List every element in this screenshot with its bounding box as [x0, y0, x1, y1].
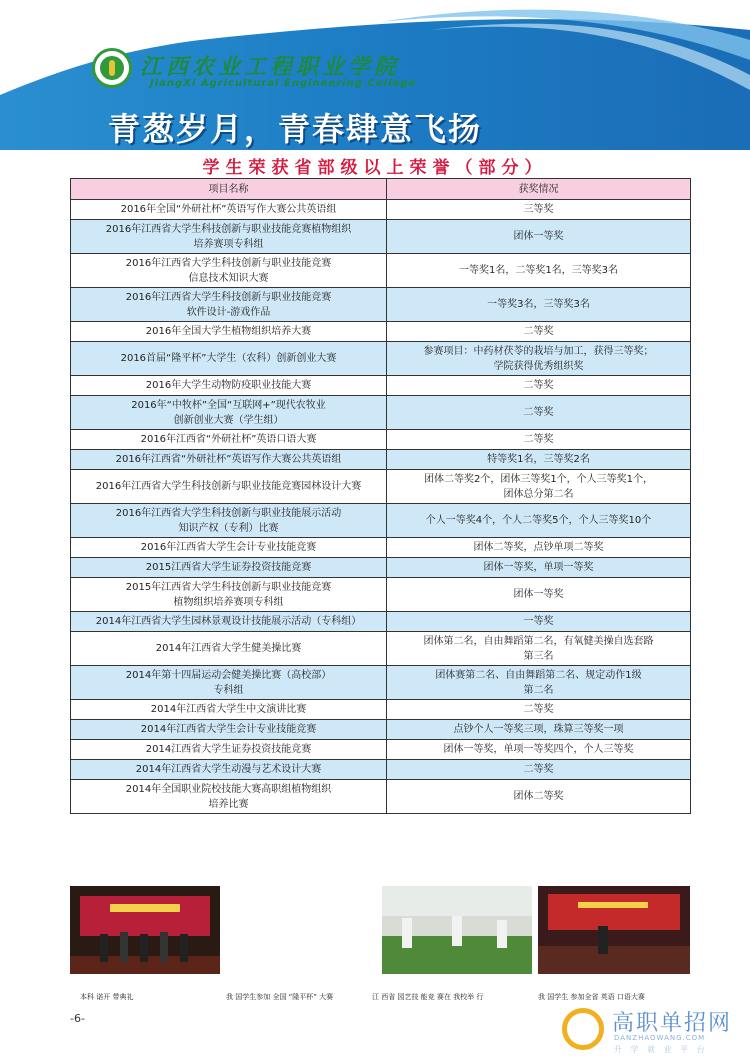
award-cell — [387, 396, 691, 430]
award-cell-line: 二等奖 — [523, 326, 554, 337]
project-name-cell-line: 2016年全国大学生植物组织培养大赛 — [145, 326, 312, 337]
award-cell-line: 团体第二名，自由舞蹈第二名，有氧健美操自选套路 — [423, 635, 654, 647]
project-name-cell — [71, 220, 387, 254]
project-name-cell-line: 植物组织培养赛项专科组 — [173, 596, 284, 608]
award-cell-line: 团体二等奖，点钞单项二等奖 — [473, 542, 604, 553]
table-row — [71, 780, 691, 814]
award-cell-line: 团体总分第二名 — [503, 488, 574, 500]
project-name-cell-line: 2016年江西省大学生科技创新与职业技能竞赛 — [125, 291, 332, 303]
project-name-cell — [71, 558, 387, 578]
project-name-cell — [71, 322, 387, 342]
column-header-project: 项目名称 — [71, 179, 387, 200]
award-cell — [387, 612, 691, 632]
page-header — [0, 0, 750, 150]
college-name-cn: 江西农业工程职业学院 — [140, 54, 401, 80]
project-name-cell — [71, 470, 387, 504]
project-name-cell-line: 2014年全国职业院校技能大赛高职组植物组织 — [125, 783, 332, 795]
column-header-award: 获奖情况 — [387, 179, 691, 200]
project-name-cell — [71, 700, 387, 720]
project-name-cell — [71, 504, 387, 538]
award-cell-line: 点钞个人一等奖三项，珠算三等奖一项 — [453, 724, 624, 735]
photo-strip — [70, 886, 690, 986]
project-name-cell-line: 2014年第十四届运动会健美操比赛（高校部） — [125, 669, 332, 681]
photo-caption-4: 我 国学生 参加全省 英语 口语大赛 — [538, 993, 645, 1001]
photo-caption-2: 我 国学生参加 全国 “隆平杯” 大赛 — [226, 993, 334, 1001]
project-name-cell-line: 2014年江西省大学生健美操比赛 — [155, 643, 302, 654]
project-name-cell-line: 2016首届“隆平杯”大学生（农科）创新创业大赛 — [120, 353, 337, 364]
award-cell-line: 第三名 — [523, 650, 554, 662]
page-slogan: 青葱岁月，青春肆意飞扬 — [108, 110, 483, 148]
project-name-cell — [71, 578, 387, 612]
project-name-cell-line: 培养比赛 — [208, 798, 249, 810]
award-cell-line: 团体二等奖 — [513, 791, 564, 802]
project-name-cell-line: 2014年江西省大学生动漫与艺术设计大赛 — [135, 764, 322, 775]
award-cell-line: 二等奖 — [523, 407, 554, 418]
award-cell-line: 学院获得优秀组织奖 — [493, 360, 584, 372]
project-name-cell-line: 2014江西省大学生证券投资技能竞赛 — [145, 744, 312, 755]
table-header-row — [71, 179, 691, 200]
award-cell-line: 三等奖 — [523, 204, 554, 215]
page-number: -6- — [70, 1012, 85, 1025]
project-name-cell — [71, 450, 387, 470]
project-name-cell-line: 2016年江西省“外研社杯”英语口语大赛 — [140, 434, 317, 445]
project-name-cell-line: 知识产权（专利）比赛 — [178, 522, 279, 534]
table-row — [71, 666, 691, 700]
table-row — [71, 200, 691, 220]
award-cell-line: 一等奖 — [523, 616, 554, 627]
award-cell — [387, 288, 691, 322]
table-row — [71, 558, 691, 578]
project-name-cell-line: 软件设计-游戏作品 — [186, 306, 271, 318]
table-row — [71, 220, 691, 254]
watermark-subtitle: 升 学 就 业 平 台 — [614, 1045, 708, 1054]
table-row — [71, 288, 691, 322]
table-row — [71, 612, 691, 632]
project-name-cell — [71, 376, 387, 396]
award-cell-line: 团体一等奖，单项一等奖 — [483, 562, 594, 573]
project-name-cell-line: 2016年江西省大学生科技创新与职业技能竞赛 — [125, 257, 332, 269]
project-name-cell — [71, 288, 387, 322]
award-cell — [387, 538, 691, 558]
award-cell-line: 团体二等奖2个，团体三等奖1个，个人三等奖1个， — [423, 473, 654, 485]
award-cell — [387, 342, 691, 376]
college-logo-icon — [92, 48, 132, 88]
project-name-cell-line: 信息技术知识大赛 — [188, 272, 269, 284]
project-name-cell — [71, 632, 387, 666]
college-name-en: JiangXi Agricultural Engineering College — [150, 78, 417, 89]
award-cell — [387, 430, 691, 450]
section-title: 学生荣获省部级以上荣誉（部分） — [202, 158, 548, 178]
watermark-logo-icon — [562, 1008, 604, 1050]
award-cell — [387, 720, 691, 740]
award-cell-line: 二等奖 — [523, 434, 554, 445]
award-cell — [387, 740, 691, 760]
project-name-cell-line: 2015江西省大学生证券投资技能竞赛 — [145, 562, 312, 573]
table-row — [71, 430, 691, 450]
photo-skills-competition — [382, 886, 532, 974]
award-cell-line: 二等奖 — [523, 380, 554, 391]
award-cell — [387, 780, 691, 814]
project-name-cell — [71, 780, 387, 814]
project-name-cell — [71, 254, 387, 288]
award-cell-line: 团体一等奖 — [513, 231, 564, 242]
project-name-cell — [71, 760, 387, 780]
award-cell-line: 一等奖3名，三等奖3名 — [487, 299, 590, 310]
award-cell — [387, 220, 691, 254]
table-row — [71, 538, 691, 558]
award-cell-line: 个人一等奖4个，个人二等奖5个，个人三等奖10个 — [425, 515, 652, 526]
table-row — [71, 504, 691, 538]
table-row — [71, 254, 691, 288]
project-name-cell — [71, 538, 387, 558]
award-cell-line: 二等奖 — [523, 704, 554, 715]
award-cell-line: 二等奖 — [523, 764, 554, 775]
honors-table — [70, 178, 691, 814]
award-cell-line: 团体一等奖，单项一等奖四个，个人三等奖 — [443, 744, 634, 755]
award-cell — [387, 578, 691, 612]
photo-english-contest — [538, 886, 690, 974]
table-row — [71, 720, 691, 740]
photo-caption-3: 江 西省 园艺技 能竞 赛在 我校举 行 — [372, 993, 484, 1001]
project-name-cell-line: 2016年全国“外研社杯”英语写作大赛公共英语组 — [120, 204, 337, 215]
table-row — [71, 760, 691, 780]
award-cell — [387, 760, 691, 780]
project-name-cell-line: 2014年江西省大学生中文演讲比赛 — [150, 704, 307, 715]
award-cell-line: 团体一等奖 — [513, 589, 564, 600]
project-name-cell-line: 2014年江西省大学生园林景观设计技能展示活动（专科组） — [95, 616, 362, 627]
project-name-cell-line: 2014年江西省大学生会计专业技能竞赛 — [140, 724, 317, 735]
award-cell — [387, 450, 691, 470]
photo-caption-1: 本科 诺开 带典礼 — [80, 993, 134, 1001]
table-row — [71, 342, 691, 376]
watermark-url: DANZHAOWANG.COM — [614, 1034, 706, 1042]
project-name-cell-line: 2016年江西省大学生科技创新与职业技能竞赛植物组织 — [105, 223, 352, 235]
project-name-cell — [71, 396, 387, 430]
project-name-cell-line: 2016年江西省大学生会计专业技能竞赛 — [140, 542, 317, 553]
table-row — [71, 396, 691, 430]
award-cell — [387, 254, 691, 288]
table-row — [71, 470, 691, 504]
award-cell — [387, 700, 691, 720]
table-row — [71, 632, 691, 666]
project-name-cell — [71, 720, 387, 740]
table-row — [71, 740, 691, 760]
table-body — [71, 200, 691, 814]
project-name-cell-line: 培养赛项专科组 — [193, 238, 264, 250]
award-cell-line: 参赛项目：中药材茯苓的栽培与加工，获得三等奖； — [423, 345, 654, 357]
project-name-cell — [71, 430, 387, 450]
award-cell — [387, 376, 691, 396]
watermark-text: 高职单招网 — [612, 1011, 733, 1036]
table-row — [71, 450, 691, 470]
project-name-cell-line: 2016年江西省大学生科技创新与职业技能展示活动 — [115, 507, 342, 519]
project-name-cell-line: 创新创业大赛（学生组） — [173, 414, 284, 426]
award-cell — [387, 200, 691, 220]
project-name-cell-line: 2015年江西省大学生科技创新与职业技能竞赛 — [125, 581, 332, 593]
project-name-cell-line: 2016年江西省“外研社杯”英语写作大赛公共英语组 — [115, 454, 342, 465]
project-name-cell-line: 2016年“中牧杯”全国“互联网+”现代农牧业 — [131, 399, 326, 411]
project-name-cell — [71, 666, 387, 700]
award-cell — [387, 322, 691, 342]
project-name-cell-line: 2016年大学生动物防疫职业技能大赛 — [145, 380, 312, 391]
award-cell — [387, 504, 691, 538]
award-cell-line: 一等奖1名，二等奖1名，三等奖3名 — [458, 265, 619, 276]
award-cell — [387, 558, 691, 578]
project-name-cell — [71, 612, 387, 632]
award-cell-line: 特等奖1名，三等奖2名 — [487, 454, 590, 465]
watermark — [560, 1002, 750, 1060]
project-name-cell-line: 2016年江西省大学生科技创新与职业技能竞赛园林设计大赛 — [95, 481, 362, 492]
project-name-cell-line: 专科组 — [213, 684, 244, 696]
award-cell — [387, 666, 691, 700]
table-row — [71, 700, 691, 720]
photo-award-stage — [70, 886, 220, 974]
project-name-cell — [71, 342, 387, 376]
award-cell-line: 第二名 — [523, 684, 554, 696]
award-cell — [387, 470, 691, 504]
award-cell — [387, 632, 691, 666]
table-row — [71, 376, 691, 396]
table-row — [71, 578, 691, 612]
project-name-cell — [71, 740, 387, 760]
table-row — [71, 322, 691, 342]
award-cell-line: 团体赛第二名、自由舞蹈第二名、规定动作1级 — [435, 669, 642, 681]
project-name-cell — [71, 200, 387, 220]
